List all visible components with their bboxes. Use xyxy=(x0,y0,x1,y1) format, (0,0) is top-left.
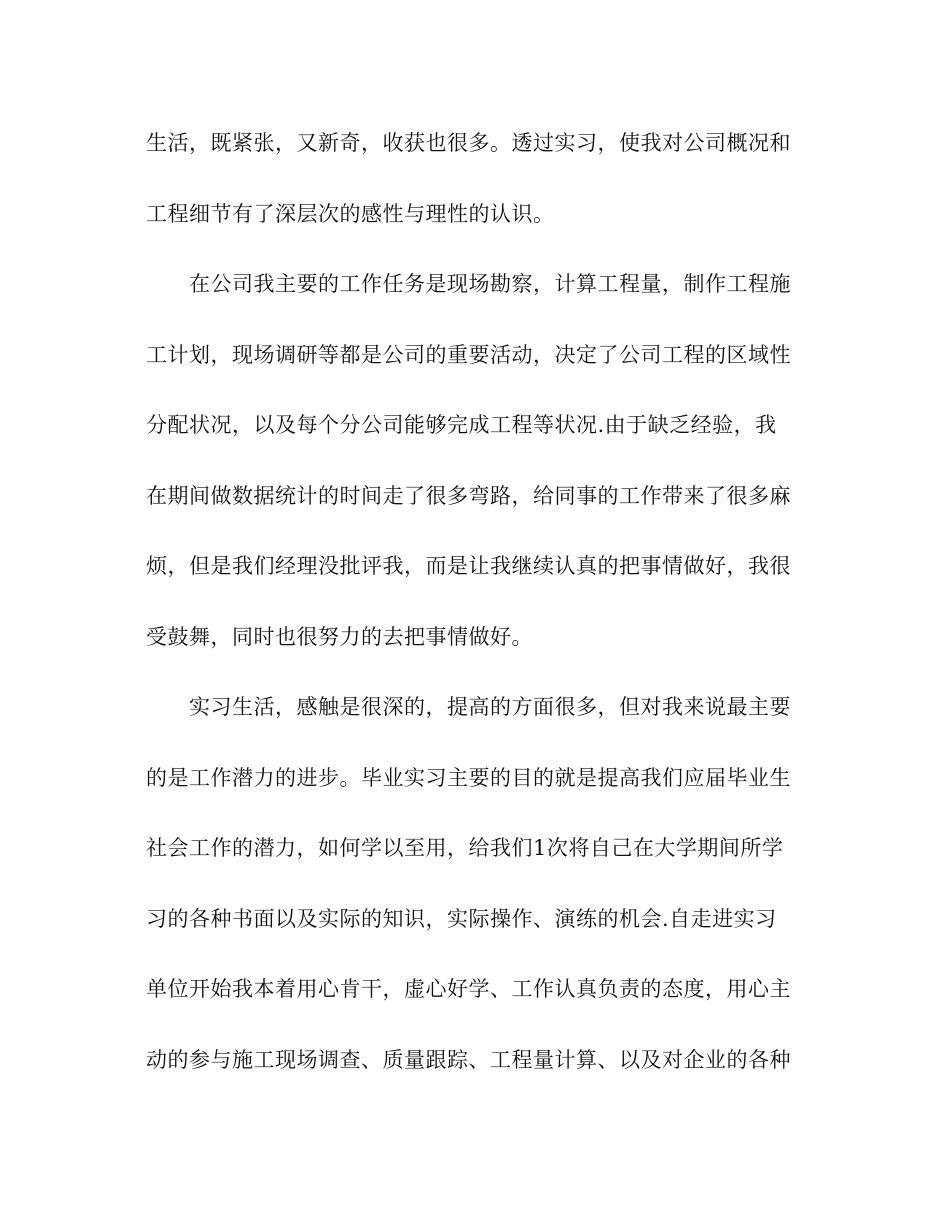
text-line: 动的参与施工现场调查、质量跟踪、工程量计算、以及对企业的各种 xyxy=(146,1047,791,1072)
text-line: 生活，既紧张，又新奇，收获也很多。透过实习，使我对公司概况和 xyxy=(146,131,791,155)
text-line: 在期间做数据统计的时间走了很多弯路，给同事的工作带来了很多麻 xyxy=(146,483,791,508)
paragraph-first-line: 在公司我主要的工作任务是现场勘察，计算工程量，制作工程施 xyxy=(189,272,791,296)
text-line: 习的各种书面以及实际的知识，实际操作、演练的机会.自走进实习 xyxy=(146,906,777,931)
paragraph-first-line: 实习生活，感触是很深的，提高的方面很多，但对我来说最主要 xyxy=(189,695,791,719)
text-line: 工程细节有了深层次的感性与理性的认识。 xyxy=(146,201,555,226)
text-line: 烦，但是我们经理没批评我，而是让我继续认真的把事情做好，我很 xyxy=(146,554,791,578)
text-line: 单位开始我本着用心肯干，虚心好学、工作认真负责的态度，用心主 xyxy=(146,977,791,1001)
text-line: 受鼓舞，同时也很努力的去把事情做好。 xyxy=(146,624,533,649)
text-line: 社会工作的潜力，如何学以至用，给我们1次将自己在大学期间所学 xyxy=(146,836,784,860)
document-body xyxy=(146,118,806,1105)
text-line: 的是工作潜力的进步。毕业实习主要的目的就是提高我们应届毕业生 xyxy=(146,765,791,790)
text-line: 工计划，现场调研等都是公司的重要活动，决定了公司工程的区域性 xyxy=(146,342,791,367)
text-line: 分配状况，以及每个分公司能够完成工程等状况.由于缺乏经验，我 xyxy=(146,413,777,437)
